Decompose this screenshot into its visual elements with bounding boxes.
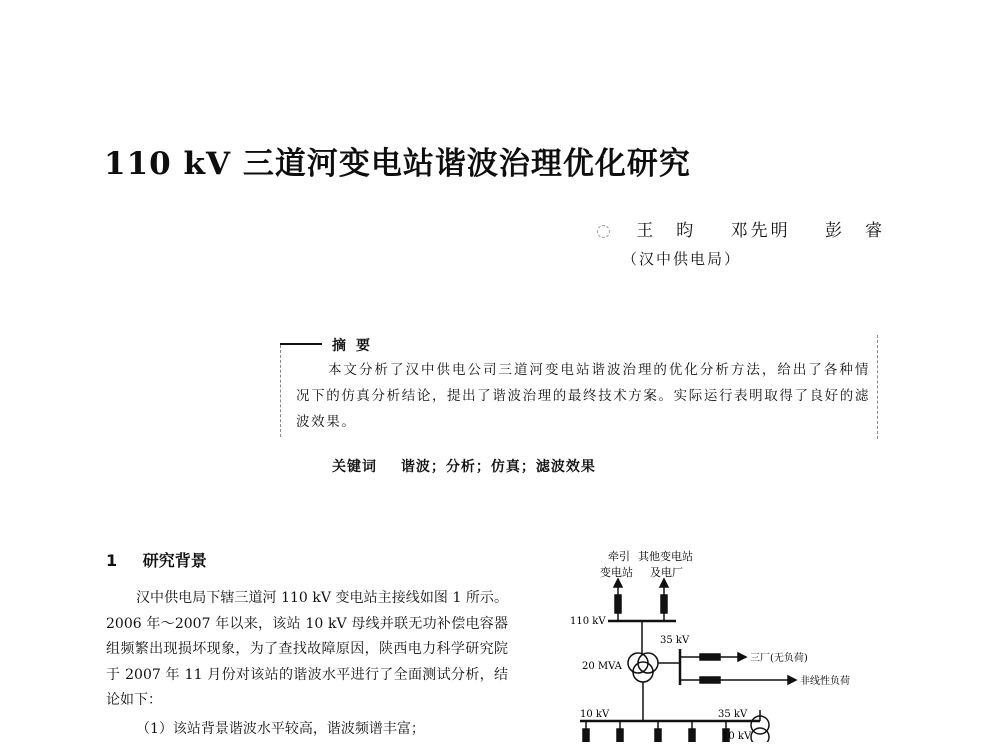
abstract-left-border [280,345,281,437]
feeder-sanchang [680,653,746,661]
abstract-heading: 摘要 [332,338,380,354]
label-10kv-small: 10 kV [722,731,752,742]
label-110kv: 110 kV [570,616,606,627]
author-name: 彭 睿 [825,221,886,241]
section-number: 1 [106,551,118,570]
label-sanchang: 三厂(无负荷) [750,653,808,664]
label-transformer: 20 MVA [582,661,622,672]
author-name: 王 昀 [636,221,697,241]
main-wiring-diagram [560,545,890,742]
label-35kv: 35 kV [660,635,690,646]
abstract-right-border [877,335,878,439]
label-traction-2: 变电站 [600,566,633,579]
label-other-1: 其他变电站 [638,550,693,563]
abstract-box [280,335,878,439]
feeder-nonlinear [680,676,796,684]
label-other-2: 及电厂 [650,566,683,579]
station-transformer [751,710,769,742]
keywords [332,456,596,476]
section-title: 研究背景 [142,551,207,570]
label-35kv-small: 35 kV [718,709,748,720]
author-mark: ◌ [596,221,614,241]
keywords-value: 谐波；分析；仿真；滤波效果 [400,459,596,475]
author-name: 邓先明 [730,221,791,241]
keywords-label: 关键词 [332,459,377,475]
incoming-line-traction [614,579,622,621]
author-affiliation: （汉中供电局） [622,250,742,268]
paper-title: 110 kV 三道河变电站谐波治理优化研究 [104,146,691,182]
incoming-line-other [660,579,668,621]
list-item: （1）该站背景谐波水平较高，谐波频谱丰富； [136,721,425,737]
abstract-text: 本文分析了汉中供电公司三道河变电站谐波治理的优化分析方法，给出了各种情况下的仿真分析结论，提出了谐波治理的最终技术方案。实际运行表明取得了良好的滤波效果。 [296,362,870,430]
author-list [596,216,911,241]
body-paragraph: 汉中供电局下辖三道河 110 kV 变电站主接线如图 1 所示。2006 年～2007 年以来，该站 10 kV 母线并联无功补偿电容器组频繁出现损坏现象，为了查找故障原因，陕西电力科学研究院于 2007 年 11 月份对该站的谐波水平进行了全面测试分析，结论如下： [106,590,508,708]
label-traction-1: 牵引 [608,550,630,563]
label-10kv: 10 kV [580,709,610,720]
label-nonlinear: 非线性负荷 [800,676,850,687]
section-heading [106,548,207,571]
feeders-10kv [583,721,729,742]
abstract-rule [280,343,322,345]
figure-1 [560,545,890,746]
transformer-20mva [628,653,658,682]
